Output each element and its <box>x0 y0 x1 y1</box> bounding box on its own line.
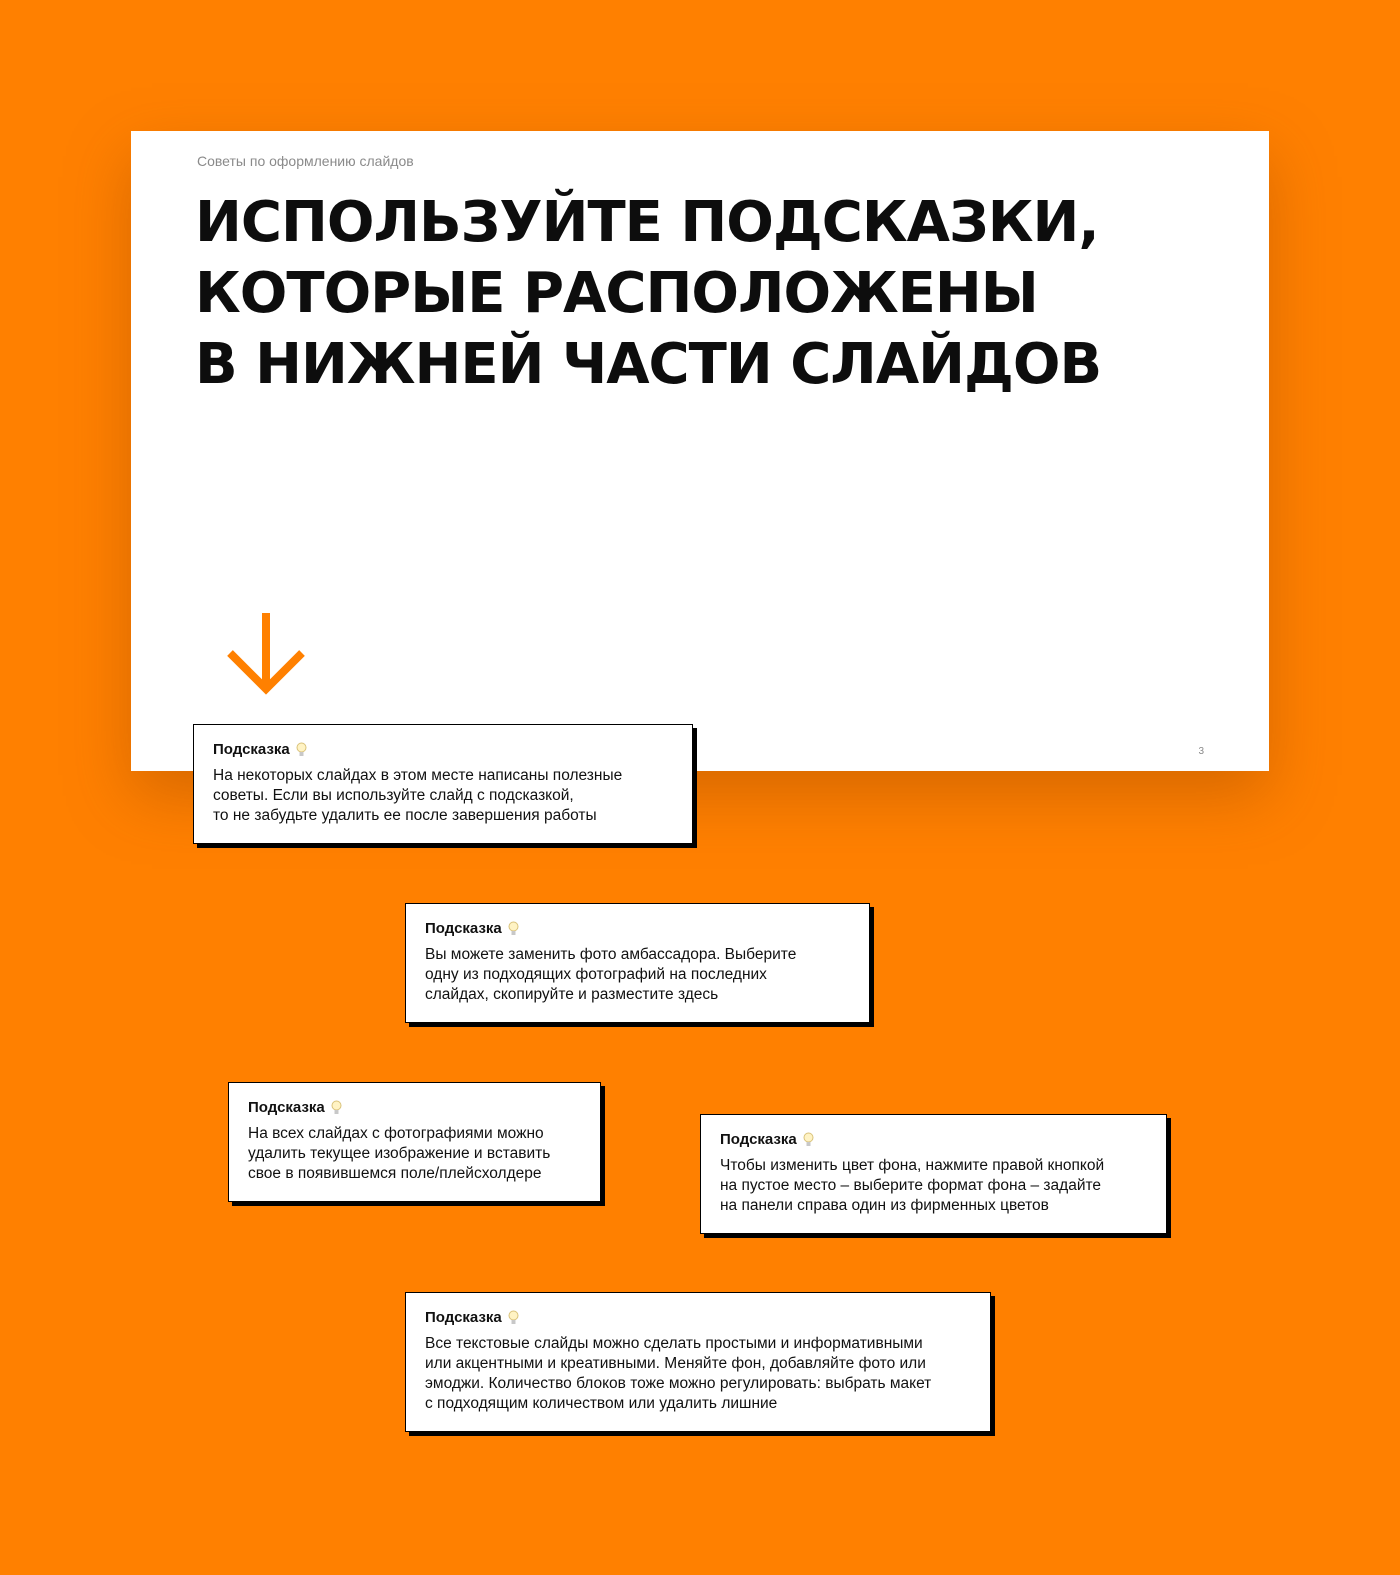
page-number: 3 <box>1198 746 1204 757</box>
lightbulb-icon <box>296 742 307 758</box>
hint-card <box>405 1292 991 1432</box>
arrow-down-icon <box>226 611 306 697</box>
hint-title-label: Подсказка <box>425 1309 502 1326</box>
slide-preview <box>131 131 1269 771</box>
hint-title-label: Подсказка <box>213 741 290 758</box>
hint-title-label: Подсказка <box>425 920 502 937</box>
hint-title <box>425 919 849 939</box>
hint-text: На некоторых слайдах в этом месте написаны полезные советы. Если вы используйте слайд с подсказкой, то не забудьте удалить ее после завершения работы <box>213 767 623 824</box>
hint-title <box>425 1308 970 1328</box>
hint-text: Все текстовые слайды можно сделать простыми и информативными или акцентными и креативными. Меняйте фон, добавляйте фото или эмоджи. Количество блоков тоже можно регулировать: выбрать макет с подходящим количеством или удалить лишние <box>425 1335 932 1412</box>
slide-title <box>195 187 1155 400</box>
lightbulb-icon <box>508 1310 519 1326</box>
hint-text: Чтобы изменить цвет фона, нажмите правой кнопкой на пустое место – выберите формат фона – задайте на панели справа один из фирменных цветов <box>720 1157 1105 1214</box>
hint-title <box>213 740 672 760</box>
hint-title <box>248 1098 580 1118</box>
hint-title <box>720 1130 1146 1150</box>
hint-card <box>193 724 693 844</box>
slide-title-line: В НИЖНЕЙ ЧАСТИ СЛАЙДОВ <box>195 332 1102 397</box>
lightbulb-icon <box>331 1100 342 1116</box>
hint-card <box>700 1114 1167 1234</box>
hint-text: На всех слайдах с фотографиями можно удалить текущее изображение и вставить свое в появившемся поле/плейсхолдере <box>248 1125 551 1182</box>
lightbulb-icon <box>508 921 519 937</box>
slide-title-line: КОТОРЫЕ РАСПОЛОЖЕНЫ <box>195 261 1038 326</box>
slide-title-line: ИСПОЛЬЗУЙТЕ ПОДСКАЗКИ, <box>195 190 1099 255</box>
hint-title-label: Подсказка <box>248 1099 325 1116</box>
hint-card <box>228 1082 601 1202</box>
hint-text: Вы можете заменить фото амбассадора. Выберите одну из подходящих фотографий на последних слайдах, скопируйте и разместите здесь <box>425 946 797 1003</box>
slide-caption: Советы по оформлению слайдов <box>197 153 414 169</box>
lightbulb-icon <box>803 1132 814 1148</box>
hint-card <box>405 903 870 1023</box>
hint-title-label: Подсказка <box>720 1131 797 1148</box>
